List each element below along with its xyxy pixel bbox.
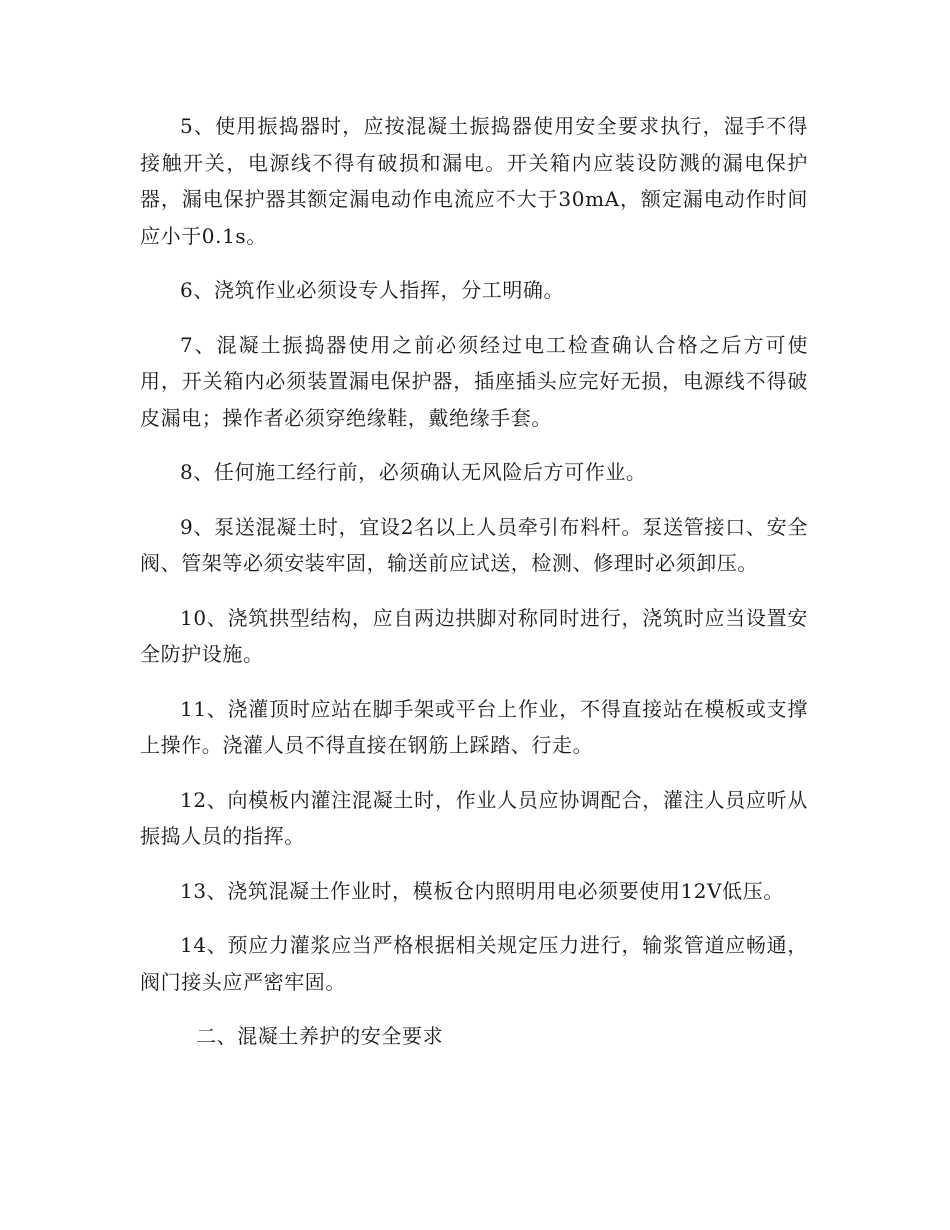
section-heading: 二、混凝土养护的安全要求: [196, 1024, 444, 1048]
paragraph-item-8: 8、任何施工经行前，必须确认无风险后方可作业。: [180, 460, 647, 484]
paragraph-item-10: 10、浇筑拱型结构，应自两边拱脚对称同时进行，浇筑时应当设置安全防护设施。: [140, 605, 808, 666]
document-body: [140, 108, 808, 1055]
paragraph-item-9: 9、泵送混凝土时，宜设2名以上人员牵引布料杆。泵送管接口、安全阀、管架等必须安装牢固，输送前应试送，检测、修理时必须卸压。: [140, 514, 808, 575]
paragraph-item-13: 13、浇筑混凝土作业时，模板仓内照明用电必须要使用12V低压。: [180, 878, 784, 903]
paragraph-item-11: 11、浇灌顶时应站在脚手架或平台上作业，不得直接站在模板或支撑上操作。浇灌人员不得直接在钢筋上踩踏、行走。: [140, 696, 808, 757]
paragraph-item-6: 6、浇筑作业必须设专人指挥，分工明确。: [180, 278, 565, 302]
paragraph-item-5: 5、使用振捣器时，应按混凝土振捣器使用安全要求执行，湿手不得接触开关，电源线不得有破损和漏电。开关箱内应装设防溅的漏电保护器，漏电保护器其额定漏电动作电流应不大于30mA，额定漏电动作时间应小于0.1s。: [140, 114, 808, 248]
paragraph-item-12: 12、向模板内灌注混凝土时，作业人员应协调配合，灌注人员应听从振捣人员的指挥。: [140, 787, 808, 848]
paragraph-item-14: 14、预应力灌浆应当严格根据相关规定压力进行，输浆管道应畅通，阀门接头应严密牢固。: [140, 933, 808, 994]
paragraph-item-7: 7、混凝土振捣器使用之前必须经过电工检查确认合格之后方可使用，开关箱内必须装置漏电保护器，插座插头应完好无损，电源线不得破皮漏电；操作者必须穿绝缘鞋，戴绝缘手套。: [140, 332, 808, 430]
